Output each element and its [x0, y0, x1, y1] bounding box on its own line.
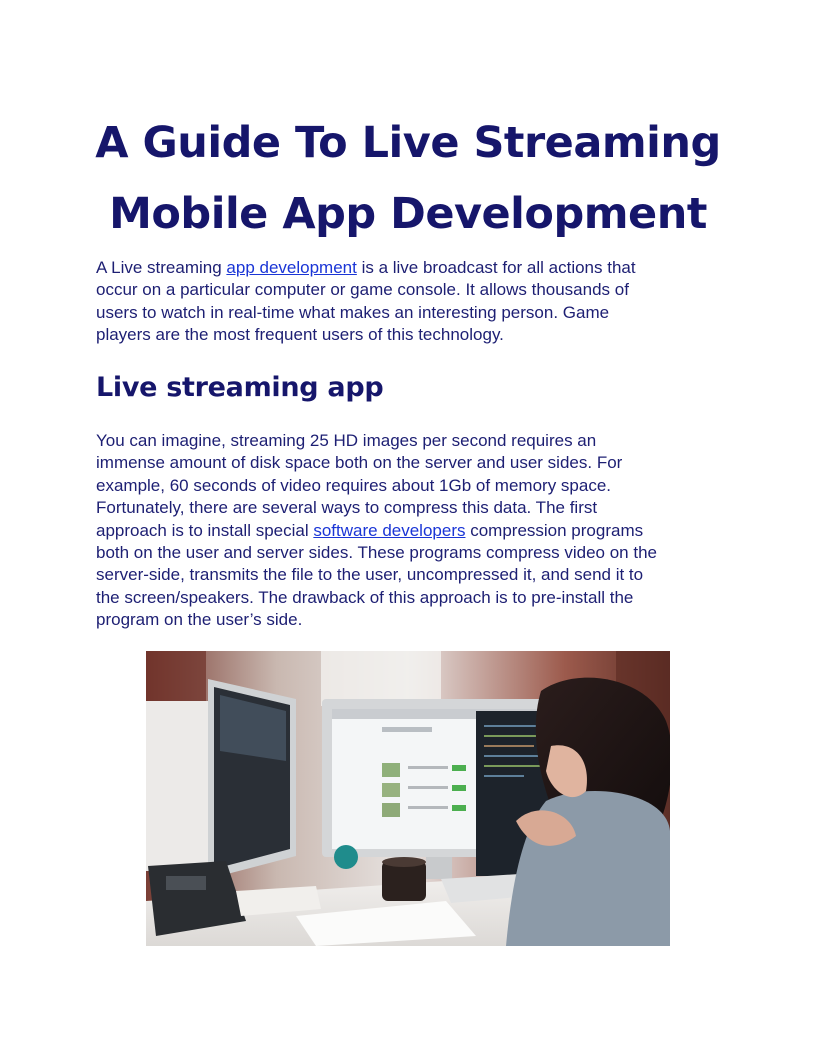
intro-line-3: users to watch in real-time what makes an interesting person. Game	[96, 302, 610, 322]
intro-line-1	[96, 257, 726, 279]
section-line-1: You can imagine, streaming 25 HD images per second requires an	[96, 431, 597, 450]
section-line-4: Fortunately, there are several ways to compress this data. The first	[96, 498, 598, 518]
software-developers-link[interactable]: software developers	[313, 520, 466, 540]
title-line-2: Mobile App Development	[109, 189, 707, 239]
intro-line-4: players are the most frequent users of this technology.	[96, 325, 504, 345]
section-text-after-link: compression programs	[465, 520, 644, 540]
section-line-7: server-side, transmits the file to the user, uncompressed it, and send it to	[96, 565, 644, 585]
intro-text-after-link: is a live broadcast for all actions that	[356, 258, 636, 277]
section-line-9: program on the user’s side.	[96, 610, 303, 630]
section-heading: Live streaming app	[96, 372, 384, 403]
intro-text-before-link: A Live streaming	[96, 258, 227, 277]
section-text-before-link: approach is to install special	[96, 520, 314, 540]
section-line-6: both on the user and server sides. These programs compress video on the	[96, 543, 657, 563]
app-development-link[interactable]: app development	[226, 258, 357, 277]
intro-line-2: occur on a particular computer or game console. It allows thousands of	[96, 280, 629, 300]
section-paragraph	[96, 430, 726, 632]
section-line-3: example, 60 seconds of video requires about 1Gb of memory space.	[96, 475, 612, 495]
intro-paragraph	[96, 257, 726, 347]
document-title	[90, 108, 726, 250]
section-line-2: immense amount of disk space both on the server and user sides. For	[96, 453, 623, 473]
section-line-8: the screen/speakers. The drawback of this approach is to pre-install the	[96, 587, 634, 607]
developer-at-computer-photo	[146, 651, 670, 946]
section-line-5	[96, 520, 726, 542]
title-line-1: A Guide To Live Streaming	[95, 118, 721, 168]
